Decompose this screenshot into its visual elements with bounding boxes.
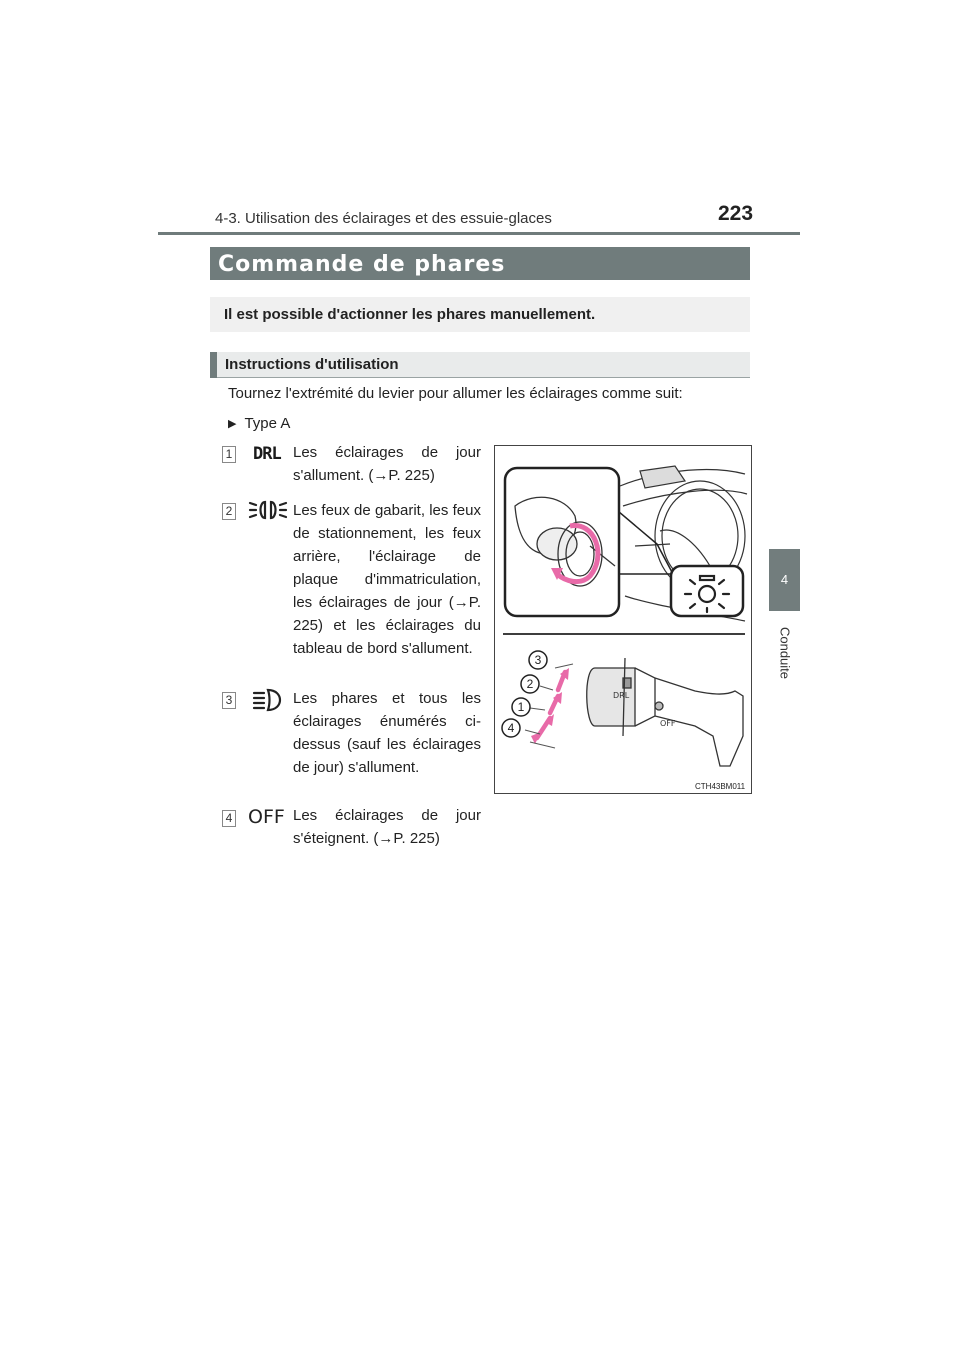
page-title-banner (210, 247, 750, 280)
triangle-bullet-icon: ▶ (228, 418, 237, 430)
callout-1-text: 1 (517, 700, 525, 714)
item-text-4: Les éclairages de jour s'éteignent. (→P. 225) (293, 807, 481, 847)
subheading-marker (210, 352, 217, 378)
drl-text-icon: DRL (253, 444, 281, 464)
callout-3 (529, 651, 547, 669)
page-number: 223 (718, 202, 754, 225)
callout-3-text: 3 (534, 653, 542, 667)
item-number-3: 3 (222, 692, 236, 709)
illustration-drawing (495, 446, 751, 793)
position-arrows (537, 672, 565, 738)
instruction-text: Tournez l'extrémité du levier pour allumer les éclairages comme suit: (228, 385, 683, 402)
callout-2-text: 2 (526, 677, 534, 691)
callout-1 (512, 698, 530, 716)
switch-label-off: OFF (660, 719, 676, 728)
item-text-3: Les phares et tous les éclairages énumérés ci-dessus (sauf les éclairages de jour) s'allument. (293, 690, 481, 776)
off-text-icon: OFF (248, 806, 285, 828)
chapter-label-text: Conduite (777, 626, 793, 680)
switch-label-drl: DRL (613, 691, 630, 700)
section-title: 4-3. Utilisation des éclairages et des essuie-glaces (215, 210, 552, 227)
item-number-4: 4 (222, 810, 236, 827)
callout-4-text: 4 (507, 721, 515, 735)
item-number-2: 2 (222, 503, 236, 520)
header-rule (158, 232, 800, 235)
lever-drawing (587, 658, 743, 766)
headlight-switch-illustration (494, 445, 752, 794)
callout-connector (612, 506, 673, 574)
page-title: Commande de phares (218, 252, 506, 277)
subheading (210, 352, 750, 378)
chapter-number: 4 (780, 572, 789, 587)
figure-code: CTH43BM011 (695, 782, 746, 791)
intro-box (210, 297, 750, 332)
item-text-1: Les éclairages de jour s'allument. (→P. 225) (293, 444, 481, 484)
intro-text: Il est possible d'actionner les phares manuellement. (224, 306, 596, 323)
type-label-text: Type A (244, 415, 291, 432)
subheading-text: Instructions d'utilisation (225, 356, 399, 373)
headlight-icon (252, 688, 286, 712)
item-text-2: Les feux de gabarit, les feux de stationnement, les feux arrière, l'éclairage de plaque d'immatriculation, les éclairages de jour (→P. 225) et les éclairages du tableau de bord s'allument. (293, 502, 481, 657)
item-number-1: 1 (222, 446, 236, 463)
type-label (228, 415, 290, 432)
chapter-label (770, 618, 800, 688)
callout-4 (502, 719, 520, 737)
position-lamps-icon (248, 497, 288, 523)
callout-2 (521, 675, 539, 693)
